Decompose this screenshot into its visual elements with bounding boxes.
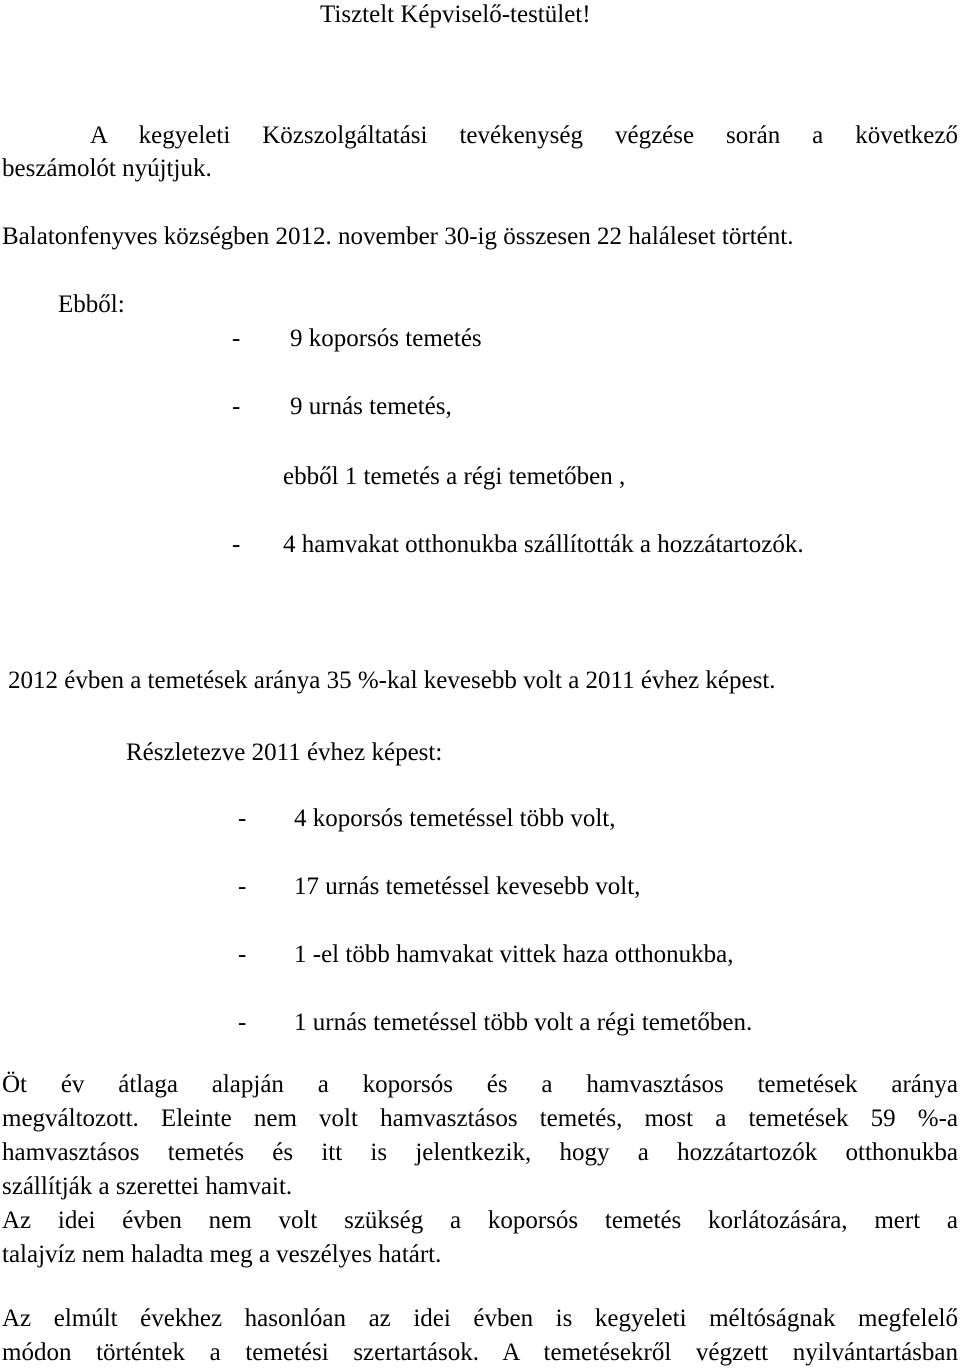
bullet-dash: - <box>232 393 241 420</box>
bullet-dash: - <box>232 531 241 558</box>
bullet-dash: - <box>238 805 247 832</box>
intro-line-1: A kegyeleti Közszolgáltatási tevékenység végzése során a következő <box>90 122 958 149</box>
list-item-text: 4 koporsós temetéssel több volt, <box>294 805 616 832</box>
deaths-sentence: Balatonfenyves községben 2012. november 30-ig összesen 22 haláleset történt. <box>2 223 794 250</box>
list-item-text: 1 urnás temetéssel több volt a régi temetőben. <box>294 1009 753 1036</box>
detail-heading: Részletezve 2011 évhez képest: <box>126 739 443 766</box>
list-item-text: 9 koporsós temetés <box>290 325 482 352</box>
paragraph-line: Öt év átlaga alapján a koporsós és a hamvasztásos temetések aránya <box>2 1071 958 1098</box>
ratio-sentence: 2012 évben a temetések aránya 35 %-kal kevesebb volt a 2011 évhez képest. <box>8 667 776 694</box>
list-item-text: ebből 1 temetés a régi temetőben , <box>283 463 626 490</box>
bullet-dash: - <box>238 1009 247 1036</box>
intro-line-2: beszámolót nyújtjuk. <box>2 155 212 182</box>
list-item-text: 1 -el több hamvakat vittek haza otthonukba, <box>294 941 734 968</box>
paragraph-line: módon történtek a temetési szertartások. A temetésekről végzett nyilvántartásban <box>2 1339 958 1366</box>
list-item-text: 9 urnás temetés, <box>290 393 452 420</box>
paragraph-line: talajvíz nem haladta meg a veszélyes határt. <box>2 1241 442 1268</box>
bullet-dash: - <box>238 941 247 968</box>
bullet-dash: - <box>238 873 247 900</box>
bullet-dash: - <box>232 325 241 352</box>
paragraph-line: megváltozott. Eleinte nem volt hamvasztásos temetés, most a temetések 59 %-a <box>2 1105 958 1132</box>
breakdown-heading: Ebből: <box>58 291 125 318</box>
paragraph-line: szállítják a szerettei hamvait. <box>2 1173 293 1200</box>
paragraph-line: Az elmúlt évekhez hasonlóan az idei évben is kegyeleti méltóságnak megfelelő <box>2 1305 958 1332</box>
list-item-text: 17 urnás temetéssel kevesebb volt, <box>294 873 641 900</box>
salutation: Tisztelt Képviselő-testület! <box>320 1 591 28</box>
paragraph-line: Az idei évben nem volt szükség a koporsós temetés korlátozására, mert a <box>2 1207 958 1234</box>
list-item-text: 4 hamvakat otthonukba szállították a hozzátartozók. <box>283 531 804 558</box>
paragraph-line: hamvasztásos temetés és itt is jelentkezik, hogy a hozzátartozók otthonukba <box>2 1139 958 1166</box>
